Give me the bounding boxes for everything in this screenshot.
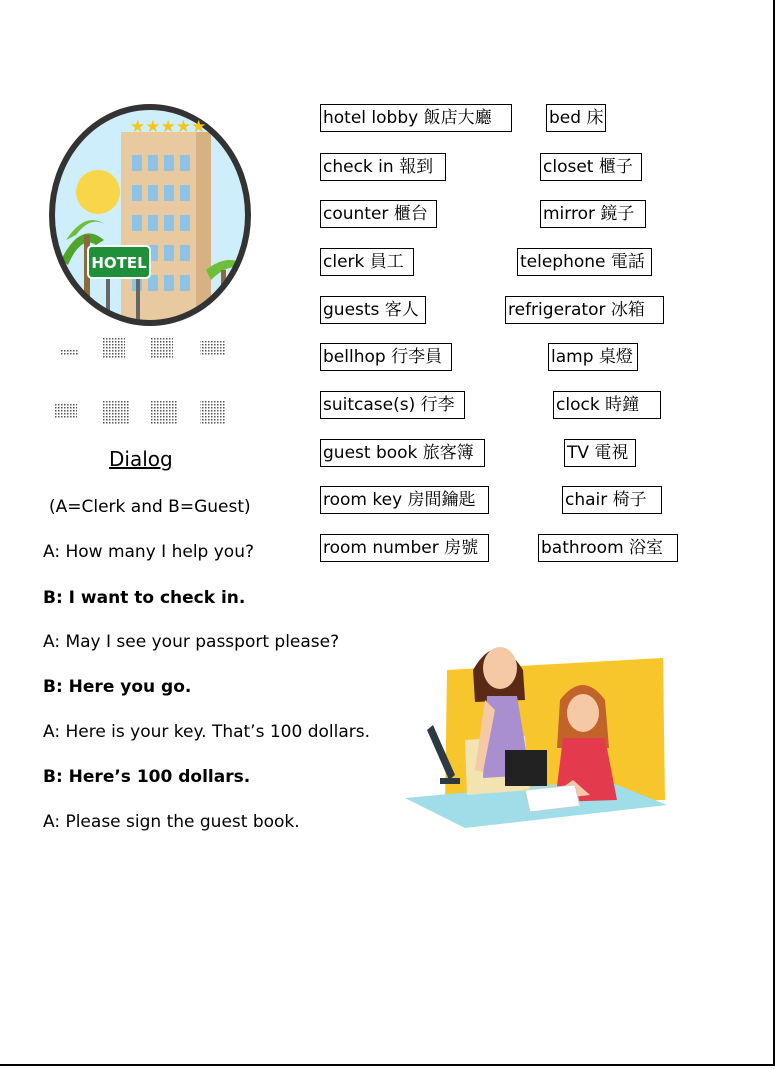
dialog-line: B: I want to check in.	[43, 588, 246, 608]
vocab-telephone: telephone 電話	[517, 248, 652, 276]
vocab-counter: counter 櫃台	[320, 200, 437, 228]
vocab-clerk: clerk 員工	[320, 248, 414, 276]
vocab-tv: TV 電視	[564, 439, 636, 467]
dialog-line: A: May I see your passport please?	[43, 632, 340, 652]
dotted-marks	[55, 335, 255, 435]
dialog-line: A: How many I help you?	[43, 542, 254, 562]
vocab-suitcases: suitcase(s) 行李	[320, 391, 465, 419]
vocab-chair: chair 椅子	[562, 486, 662, 514]
vocab-refrigerator: refrigerator 冰箱	[505, 296, 664, 324]
dialog-line: B: Here’s 100 dollars.	[43, 767, 251, 787]
vocab-room-key: room key 房間鑰匙	[320, 486, 489, 514]
vocab-check-in: check in 報到	[320, 153, 446, 181]
vocab-hotel-lobby: hotel lobby 飯店大廳	[320, 104, 512, 132]
vocab-room-number: room number 房號	[320, 534, 489, 562]
vocab-bellhop: bellhop 行李員	[320, 343, 452, 371]
reception-illustration	[405, 630, 670, 830]
vocab-clock: clock 時鐘	[553, 391, 661, 419]
hotel-illustration	[46, 100, 258, 332]
dialog-line: B: Here you go.	[43, 677, 192, 697]
hotel-sign-text: HOTEL	[91, 254, 147, 272]
dialog-title: Dialog	[109, 447, 173, 471]
vocab-closet: closet 櫃子	[540, 153, 642, 181]
svg-text:★★★★★: ★★★★★	[130, 117, 207, 137]
vocab-bathroom: bathroom 浴室	[538, 534, 678, 562]
dialog-line: A: Please sign the guest book.	[43, 812, 300, 832]
vocab-mirror: mirror 鏡子	[540, 200, 646, 228]
vocab-guest-book: guest book 旅客簿	[320, 439, 485, 467]
vocab-guests: guests 客人	[320, 296, 426, 324]
vocab-lamp: lamp 桌燈	[548, 343, 638, 371]
vocab-bed: bed 床	[546, 104, 606, 132]
dialog-subtitle: (A=Clerk and B=Guest)	[49, 497, 251, 517]
dialog-line: A: Here is your key. That’s 100 dollars.	[43, 722, 371, 742]
